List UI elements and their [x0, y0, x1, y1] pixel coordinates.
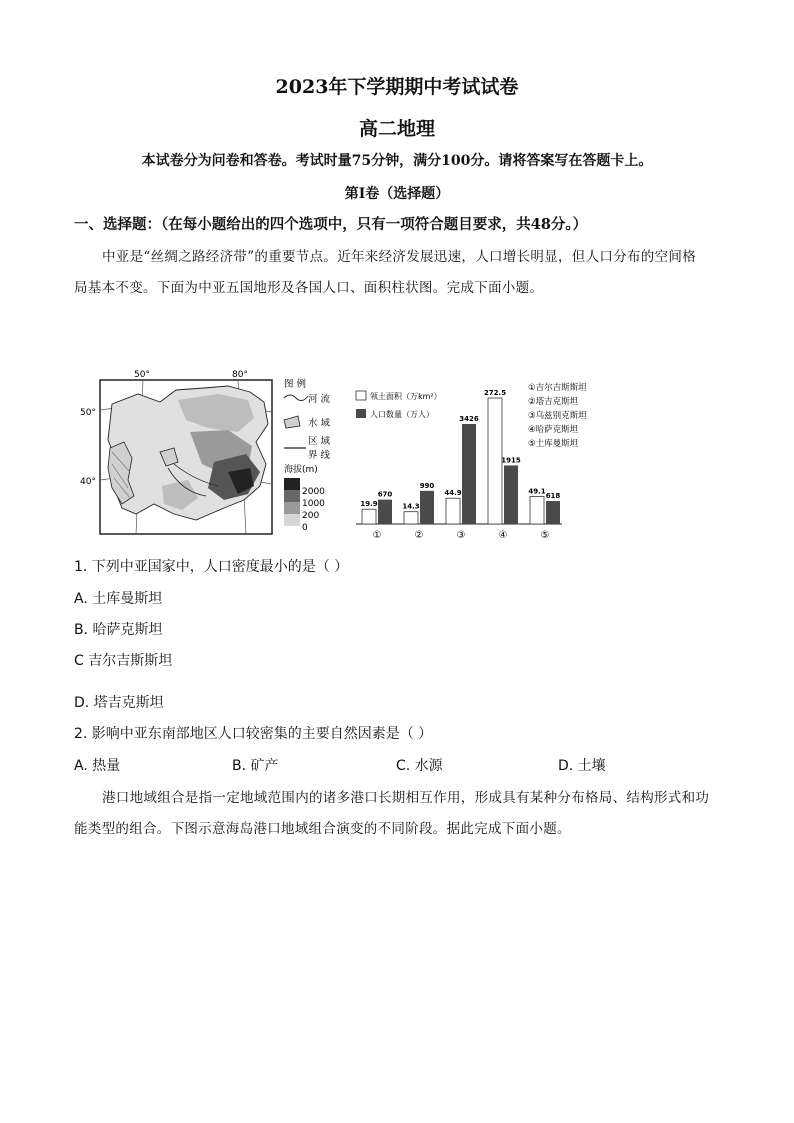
- water-legend-icon: [284, 416, 300, 428]
- legend-area-swatch: [356, 391, 366, 400]
- bar-population-5: [546, 501, 560, 524]
- map-legend-border-1: 区 域: [308, 436, 331, 447]
- legend-country-4: ④哈萨克斯坦: [528, 425, 579, 435]
- lon-label-50: 50°: [134, 370, 150, 380]
- river-legend-icon: [284, 395, 308, 401]
- data-label-population-4: 1915: [501, 456, 521, 465]
- legend-country-5: ⑤土库曼斯坦: [528, 439, 579, 449]
- question-2-option-a[interactable]: A. 热量: [74, 758, 121, 774]
- data-label-area-2: 14.3: [402, 502, 420, 511]
- legend-country-1: ①吉尔吉斯斯坦: [528, 383, 587, 393]
- map-legend-river: 河 流: [308, 394, 331, 405]
- passage-2-line-2: 能类型的组合。下图示意海岛港口地域组合演变的不同阶段。据此完成下面小题。: [74, 821, 571, 837]
- legend-population-label: 人口数量（万人）: [370, 410, 434, 419]
- passage-2-line-1: 港口地域组合是指一定地域范围内的诸多港口长期相互作用，形成具有某种分布格局、结构形式和功: [102, 790, 710, 806]
- lon-label-80: 80°: [232, 370, 248, 380]
- bar-population-3: [462, 424, 476, 524]
- x-tick-label-4: ④: [498, 530, 508, 541]
- bar-area-3: [446, 498, 460, 524]
- legend-area-label: 领土面积（万km²）: [370, 392, 442, 401]
- map-legend-title: 图 例: [284, 379, 307, 390]
- question-2-option-b[interactable]: B. 矿产: [232, 758, 279, 774]
- question-2-option-d[interactable]: D. 土壤: [558, 758, 606, 774]
- legend-country-3: ③乌兹别克斯坦: [528, 411, 587, 421]
- question-1-option-c[interactable]: C 吉尔吉斯斯坦: [74, 653, 173, 669]
- central-asia-map: [78, 368, 358, 538]
- x-tick-label-1: ①: [372, 530, 382, 541]
- data-label-area-4: 272.5: [483, 389, 507, 397]
- data-label-population-2: 990: [419, 481, 435, 490]
- bar-population-2: [420, 491, 434, 524]
- bar-area-2: [404, 512, 418, 524]
- question-1-option-b[interactable]: B. 哈萨克斯坦: [74, 622, 163, 638]
- data-label-area-1: 19.9: [360, 500, 378, 509]
- lat-label-50: 50°: [80, 408, 96, 418]
- x-tick-label-5: ⑤: [540, 530, 550, 541]
- data-label-area-5: 49.1: [528, 487, 546, 496]
- question-2-option-c[interactable]: C. 水源: [396, 758, 443, 774]
- legend-country-2: ②塔吉克斯坦: [528, 397, 579, 407]
- subject-title: 高二地理: [358, 118, 435, 140]
- elevation-tick-0: 0: [302, 523, 308, 533]
- section-heading: 一、选择题：（在每小题给出的四个选项中，只有一项符合题目要求，共48分。）: [74, 216, 588, 233]
- intro-line-1: 中亚是“丝绸之路经济带”的重要节点。近年来经济发展迅速，人口增长明显，但人口分布的空间格: [102, 249, 697, 265]
- x-tick-label-2: ②: [414, 530, 424, 541]
- bar-area-1: [362, 509, 376, 524]
- elevation-tick-2000: 2000: [302, 487, 325, 497]
- intro-line-2: 局基本不变。下面为中亚五国地形及各国人口、面积柱状图。完成下面小题。: [74, 280, 544, 296]
- bar-area-5: [530, 496, 544, 524]
- bar-area-4: [488, 398, 502, 524]
- question-1-stem: 1. 下列中亚国家中，人口密度最小的是（ ）: [74, 559, 349, 575]
- question-1-option-a[interactable]: A. 土库曼斯坦: [74, 591, 163, 607]
- data-label-population-3: 3426: [459, 415, 479, 423]
- population-area-bar-chart: [352, 376, 612, 544]
- data-label-area-3: 44.9: [444, 489, 462, 498]
- data-label-population-1: 670: [377, 490, 393, 499]
- exam-instructions: 本试卷分为问卷和答卷。考试时量75分钟，满分100分。请将答案写在答题卡上。: [141, 153, 653, 169]
- data-label-population-5: 618: [545, 492, 561, 501]
- bar-population-4: [504, 465, 518, 524]
- exam-title: 2023年下学期期中考试试卷: [275, 76, 519, 98]
- elevation-title: 海拔(m): [284, 465, 318, 475]
- question-1-option-d[interactable]: D. 塔吉克斯坦: [74, 695, 164, 711]
- question-2-stem: 2. 影响中亚东南部地区人口较密集的主要自然因素是（ ）: [74, 726, 433, 742]
- part-title: 第Ⅰ卷（选择题）: [344, 186, 450, 202]
- elevation-tick-200: 200: [302, 511, 320, 521]
- x-tick-label-3: ③: [456, 530, 466, 541]
- legend-population-swatch: [356, 409, 366, 418]
- bar-population-1: [378, 500, 392, 524]
- elevation-tick-1000: 1000: [302, 499, 325, 509]
- map-legend-border-2: 界 线: [308, 450, 331, 461]
- map-legend-water: 水 域: [308, 418, 331, 429]
- lat-label-40: 40°: [80, 477, 96, 487]
